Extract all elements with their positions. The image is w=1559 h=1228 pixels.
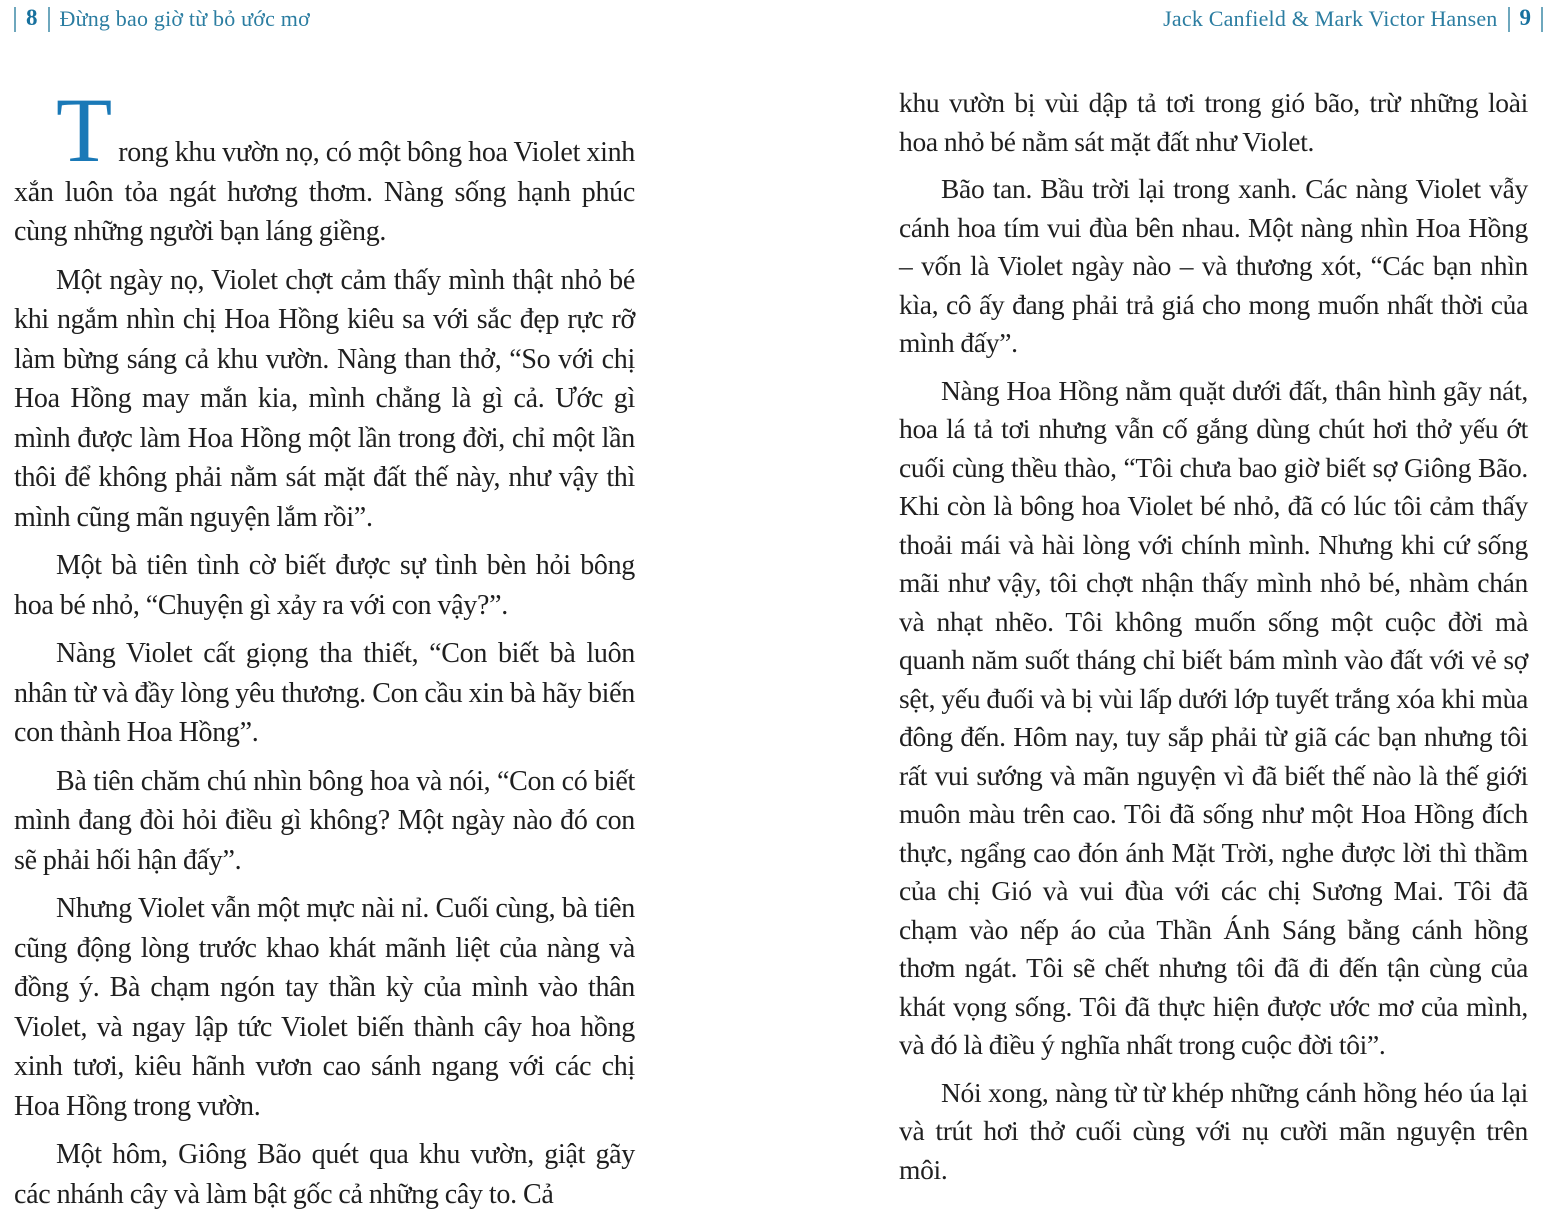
page-number-right: 9 [1519, 5, 1531, 30]
paragraph: Bà tiên chăm chú nhìn bông hoa và nói, “Con có biết mình đang đòi hỏi điều gì không? Một ngày nào đó con sẽ phải hối hận đấy”. [14, 765, 635, 876]
paragraph: Nàng Violet cất giọng tha thiết, “Con biết bà luôn nhân từ và đầy lòng yêu thương. Con cầu xin bà hãy biến con thành Hoa Hồng”. [14, 638, 635, 748]
paragraph: Nhưng Violet vẫn một mực nài nỉ. Cuối cùng, bà tiên cũng động lòng trước khao khát mãnh liệt của nàng và đồng ý. Bà chạm ngón tay thần kỳ của mình vào thân Violet, và ngay lập tức Violet biến thành cây hoa hồng xinh tươi, kiêu hãnh vươn cao sánh ngang với các chị Hoa Hồng trong vườn. [14, 893, 635, 1122]
paragraph: Nói xong, nàng từ từ khép những cánh hồng héo úa lại và trút hơi thở cuối cùng với nụ cười mãn nguyện trên môi. [899, 1076, 1528, 1185]
page-body-left [14, 79, 635, 1223]
drop-cap: T [56, 79, 113, 181]
paragraph-list-left [14, 261, 635, 1215]
page-header-left [14, 6, 310, 32]
header-divider-bar [48, 7, 50, 32]
paragraph: Nàng Hoa Hồng nằm quặt dưới đất, thân hình gãy nát, hoa lá tả tơi nhưng vẫn cố gắng dùng chút hơi thở yếu ớt cuối cùng thều thào, “Tôi chưa bao giờ biết sợ Giông Bão. Khi còn là bông hoa Violet bé nhỏ, đã có lúc tôi cảm thấy thoải mái và hài lòng với chính mình. Nhưng khi cứ sống mãi như vậy, tôi chợt nhận thấy mình nhỏ bé, nhàm chán và nhạt nhẽo. Tôi không muốn sống một cuộc đời mà quanh năm suốt tháng chỉ biết bám mình vào đất với vẻ sợ sệt, yếu đuối và bị vùi lấp dưới lớp tuyết trắng xóa khi mùa đông đến. Hôm nay, tuy sắp phải từ giã các bạn nhưng tôi rất vui sướng và mãn nguyện vì đã biết thế nào là thế giới muôn màu trên cao. Tôi đã sống như một Hoa Hồng đích thực, ngẩng cao đón ánh Mặt Trời, nghe được lời thì thầm của chị Gió và vui đùa với các chị Sương Mai. Tôi đã chạm vào nếp áo của Thần Ánh Sáng bằng cánh hồng thơm ngát. Tôi sẽ chết nhưng tôi đã đi đến tận cùng của khát vọng sống. Tôi đã thực hiện được ước mơ của mình, và đó là điều ý nghĩa nhất trong cuộc đời tôi”. [899, 374, 1528, 1060]
header-divider-bar [14, 7, 16, 32]
paragraph: Bão tan. Bầu trời lại trong xanh. Các nàng Violet vẫy cánh hoa tím vui đùa bên nhau. Một nàng nhìn Hoa Hồng – vốn là Violet ngày nào – và thương xót, “Các bạn nhìn kìa, cô ấy đang phải trả giá cho mong muốn nhất thời của mình đấy”. [899, 173, 1528, 358]
header-divider-bar [1541, 7, 1543, 32]
paragraph: Một ngày nọ, Violet chợt cảm thấy mình thật nhỏ bé khi ngắm nhìn chị Hoa Hồng kiêu sa với sắc đẹp rực rỡ làm bừng sáng cả khu vườn. Nàng than thở, “So với chị Hoa Hồng may mắn kia, mình chẳng là gì cả. Ước gì mình được làm Hoa Hồng một lần trong đời, chỉ một lần thôi để không phải nằm sát mặt đất thế này, như vậy thì mình cũng mãn nguyện lắm rồi”. [14, 264, 635, 533]
paragraph: khu vườn bị vùi dập tả tơi trong gió bão, trừ những loài hoa nhỏ bé nằm sát mặt đất như Violet. [899, 87, 1528, 157]
paragraph: Một bà tiên tình cờ biết được sự tình bèn hỏi bông hoa bé nhỏ, “Chuyện gì xảy ra với con vậy?”. [14, 550, 635, 621]
page-header-right [1163, 6, 1543, 32]
running-title-right: Jack Canfield & Mark Victor Hansen [1163, 6, 1498, 31]
page-body-right [899, 84, 1528, 1198]
page-number-left: 8 [26, 5, 38, 30]
paragraph-list-right [899, 84, 1528, 1189]
paragraph: Một hôm, Giông Bão quét qua khu vườn, giật gãy các nhánh cây và làm bật gốc cả những cây to. Cả [14, 1139, 635, 1210]
opening-paragraph-text: rong khu vườn nọ, có một bông hoa Violet xinh xắn luôn tỏa ngát hương thơm. Nàng sống hạnh phúc cùng những người bạn láng giềng. [14, 137, 635, 247]
running-title-left: Đừng bao giờ từ bỏ ước mơ [59, 6, 310, 31]
opening-paragraph [14, 79, 635, 252]
header-divider-bar [1508, 7, 1510, 32]
